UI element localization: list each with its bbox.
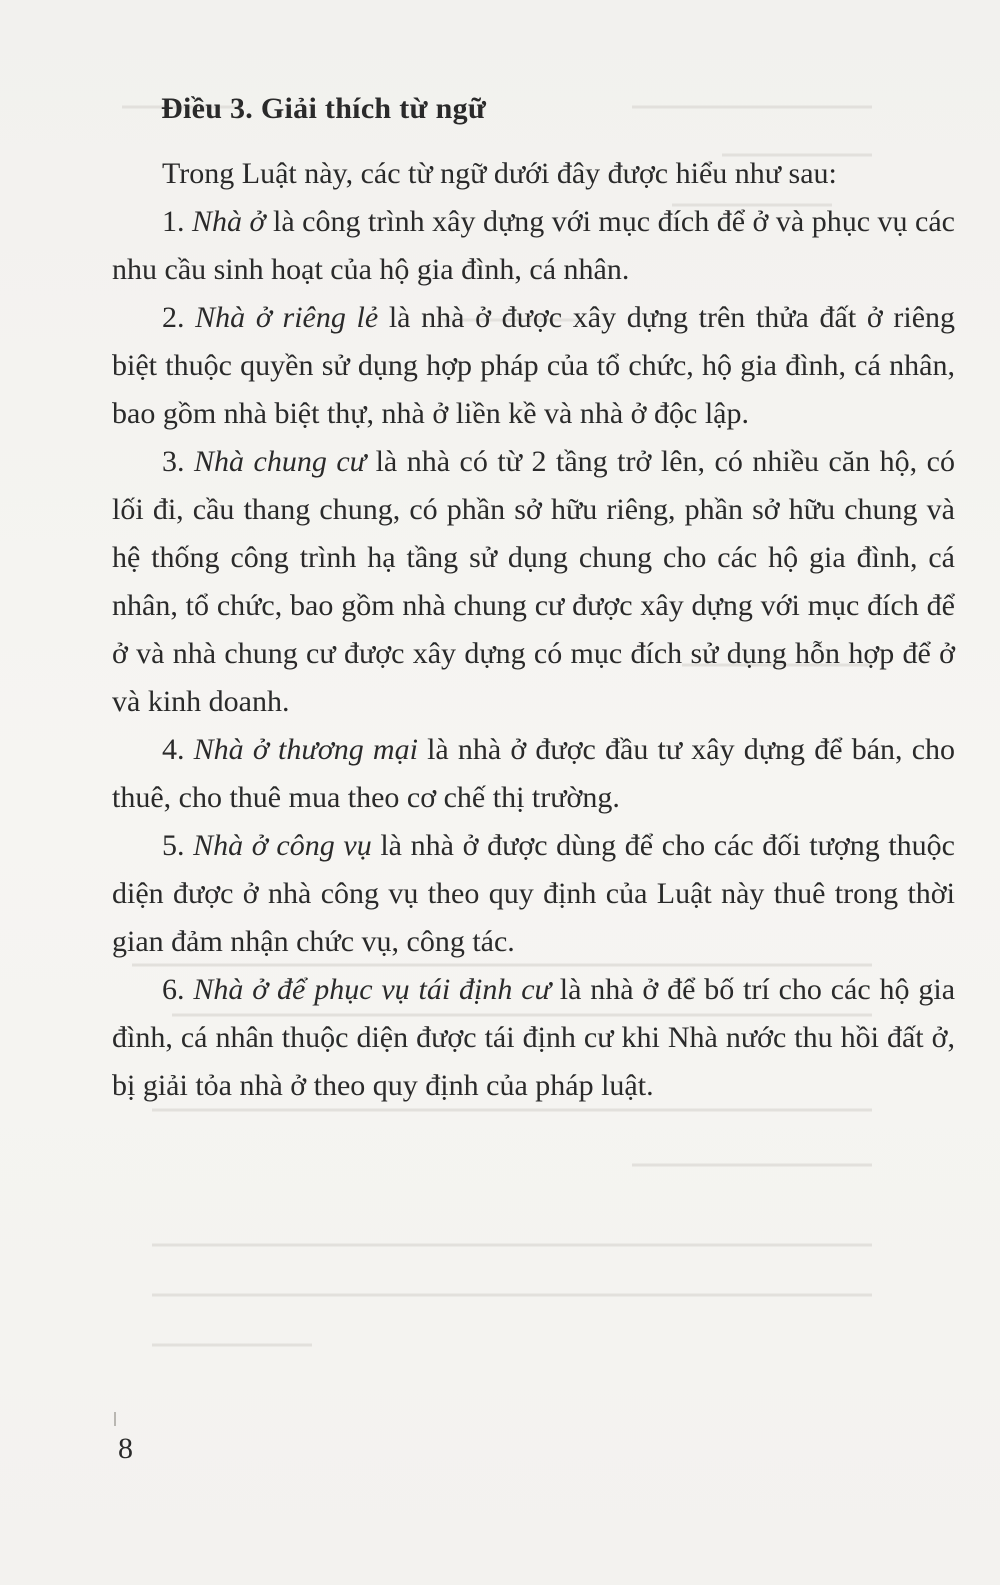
definition-text: là nhà ở được đầu tư xây dựng để bán, cho thuê, cho thuê mua theo cơ chế thị trường. [112,733,956,814]
definition-term: Nhà ở để phục vụ tái định cư [193,973,551,1006]
definition-number: 4. [162,733,185,766]
definition-6 [112,966,955,1110]
margin-mark [114,1412,124,1426]
definition-text: là nhà ở được dùng để cho các đối tượng thuộc diện được ở nhà công vụ theo quy định của Luật này thuê trong thời gian đảm nhận chức vụ, công tác. [112,829,955,958]
definition-3 [112,438,955,726]
definition-text: là nhà có từ 2 tầng trở lên, có nhiều căn hộ, có lối đi, cầu thang chung, có phần sở hữu riêng, phần sở hữu chung và hệ thống công trình hạ tầng sử dụng chung cho các hộ gia đình, cá nhân, tổ chức, bao gồm nhà chung cư được xây dựng với mục đích để ở và nhà chung cư được xây dựng có mục đích sử dụng hỗn hợp để ở và kinh doanh. [112,445,955,718]
definition-term: Nhà ở thương mại [193,733,418,766]
definition-text: là nhà ở để bố trí cho các hộ gia đình, cá nhân thuộc diện được tái định cư khi Nhà nước thu hồi đất ở, bị giải tỏa nhà ở theo quy định của pháp luật. [112,973,956,1102]
article-body [112,150,955,1110]
definition-text: là công trình xây dựng với mục đích để ở và phục vụ các nhu cầu sinh hoạt của hộ gia đình, cá nhân. [112,205,955,286]
definition-1 [112,198,955,294]
definition-number: 6. [162,973,185,1006]
definition-5 [112,822,955,966]
definition-4 [112,726,955,822]
definition-number: 3. [162,445,185,478]
definition-number: 1. [162,205,185,238]
article-heading: Điều 3. Giải thích từ ngữ [161,92,487,125]
definition-number: 2. [162,301,185,334]
definition-term: Nhà ở [192,205,266,238]
definition-term: Nhà chung cư [194,445,367,478]
page-number: 8 [118,1432,133,1465]
definition-term: Nhà ở riêng lẻ [195,301,379,334]
definition-text: là nhà ở được xây dựng trên thửa đất ở riêng biệt thuộc quyền sử dụng hợp pháp của tổ chức, hộ gia đình, cá nhân, bao gồm nhà biệt thự, nhà ở liền kề và nhà ở độc lập. [112,301,956,430]
intro-paragraph: Trong Luật này, các từ ngữ dưới đây được hiểu như sau: [162,157,837,190]
definition-term: Nhà ở công vụ [193,829,372,862]
definition-2 [112,294,955,438]
definition-number: 5. [162,829,185,862]
